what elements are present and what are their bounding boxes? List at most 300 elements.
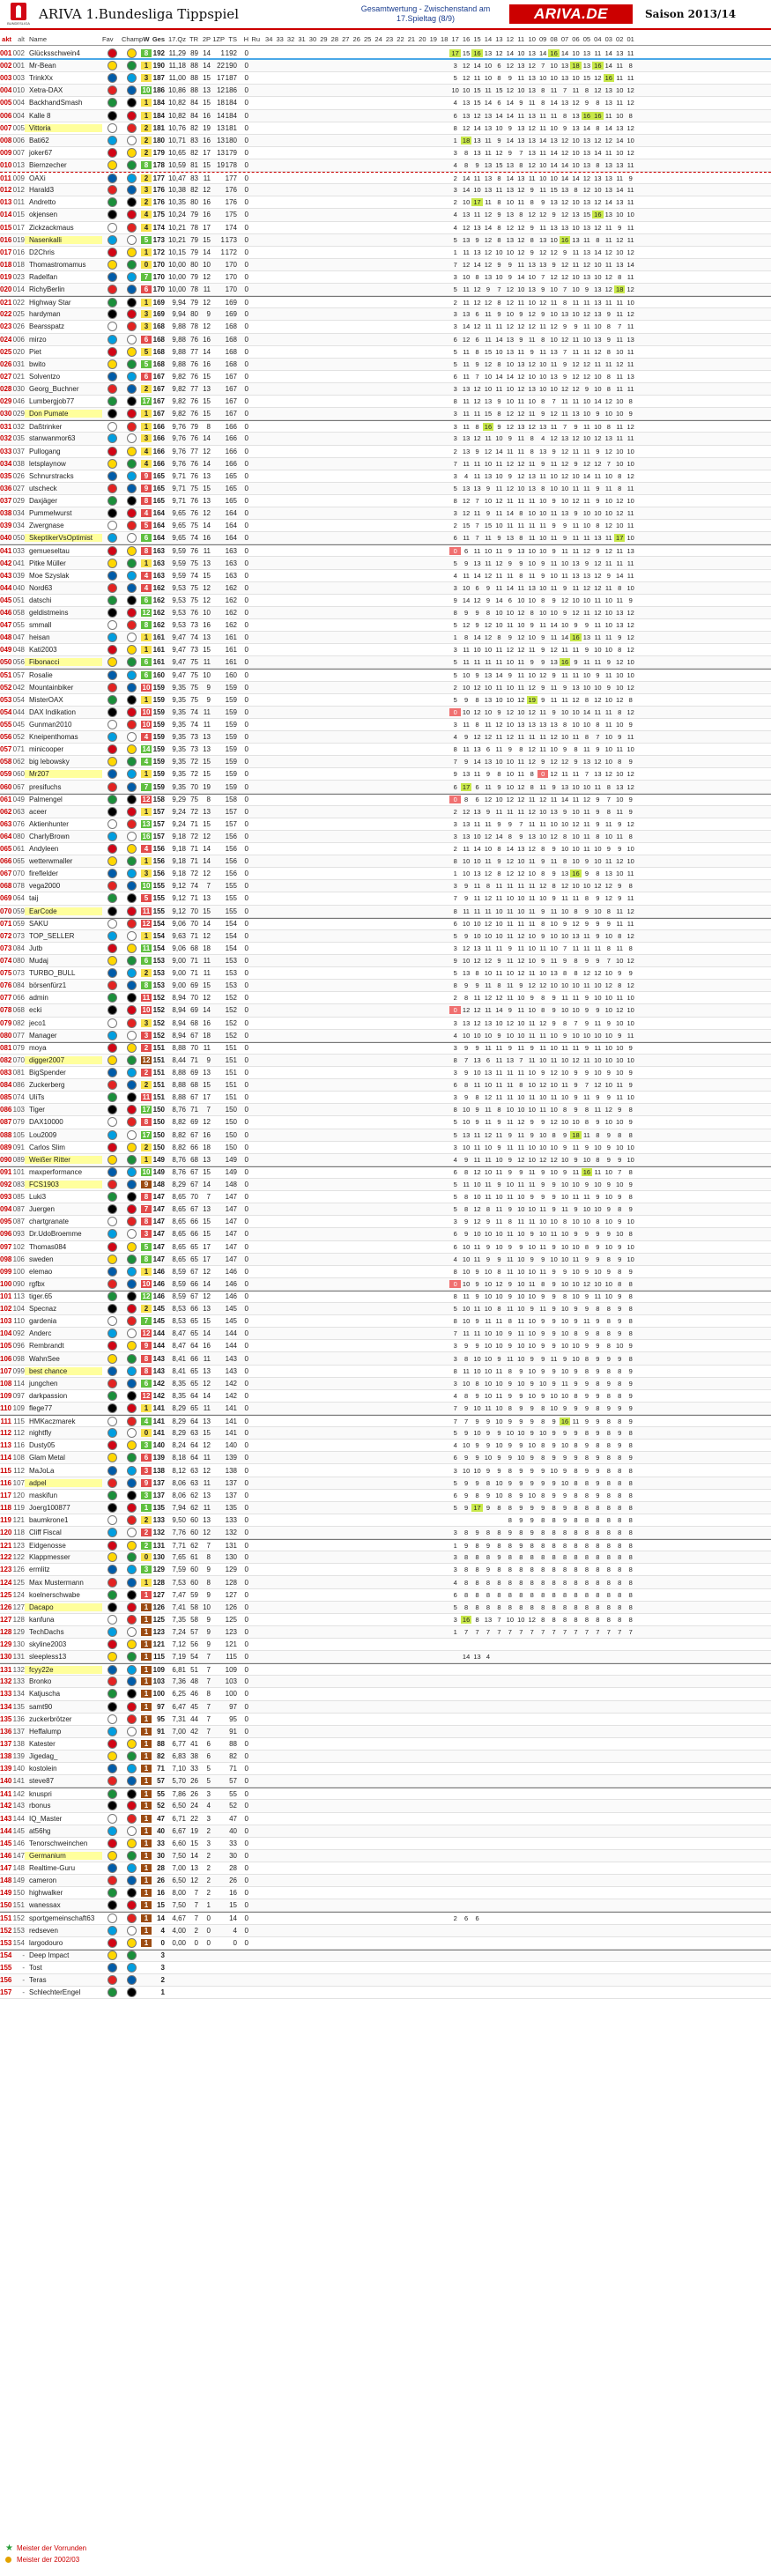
player-name[interactable]: smmall (29, 621, 52, 630)
player-name[interactable]: Mr207 (25, 770, 102, 778)
table-row[interactable] (0, 644, 771, 656)
player-name[interactable]: Jutb (29, 944, 43, 952)
matchday-score (395, 522, 405, 529)
player-name[interactable]: UliTs (29, 1093, 45, 1102)
player-name[interactable]: Radelfan (29, 273, 58, 282)
matchday-score (373, 572, 383, 580)
matchday-score: 11 (506, 807, 514, 816)
tip-sum: 155 (225, 894, 237, 903)
player-name[interactable]: letsplaynow (29, 459, 66, 468)
matchday-score (318, 944, 329, 952)
matchday-score: 9 (541, 683, 545, 692)
table-row[interactable] (0, 656, 771, 669)
player-name[interactable]: Georg_Buchner (29, 385, 79, 393)
table-row[interactable] (0, 943, 771, 955)
table-row[interactable] (0, 843, 771, 855)
matchday-score: 10 (462, 957, 471, 966)
table-row[interactable] (0, 259, 771, 271)
player-name[interactable]: TrinkXx (29, 74, 53, 83)
matchday-score (308, 1106, 318, 1114)
matchday-score: 8 (562, 1018, 567, 1027)
player-name[interactable]: Andretto (29, 198, 56, 207)
table-row[interactable] (0, 222, 771, 234)
table-row[interactable] (0, 682, 771, 694)
matchday-score: 10 (517, 857, 525, 866)
table-row[interactable] (0, 532, 771, 544)
table-row[interactable] (0, 744, 771, 756)
player-name[interactable]: D2Chris (29, 248, 55, 256)
table-row[interactable] (0, 544, 771, 557)
player-name[interactable]: Manager (29, 1031, 57, 1040)
table-row[interactable] (0, 271, 771, 284)
table-row[interactable] (0, 396, 771, 408)
player-name[interactable]: Kalle 8 (29, 111, 51, 120)
player-name[interactable]: BackhandSmash (29, 99, 83, 107)
player-name[interactable]: bwito (29, 359, 46, 368)
player-name[interactable]: big lebowsky (29, 758, 70, 766)
player-name[interactable]: Vittoria (25, 124, 102, 132)
matchday-score: 9 (541, 1193, 545, 1202)
table-row[interactable] (0, 781, 771, 793)
player-name[interactable]: Piet (29, 347, 41, 356)
table-row[interactable] (0, 135, 771, 147)
table-row[interactable] (0, 669, 771, 681)
table-row[interactable] (0, 234, 771, 247)
player-name[interactable]: Weißer Ritter (25, 1156, 102, 1164)
table-row[interactable] (0, 632, 771, 644)
total-points: 162 (152, 621, 165, 630)
player-name[interactable]: Biernzecher (29, 161, 67, 170)
matchday-score: 10 (572, 1031, 580, 1040)
table-row[interactable] (0, 1129, 771, 1142)
player-name[interactable]: Pummelwurst (29, 509, 72, 518)
matchday-score (395, 721, 405, 729)
matchday-score: 9 (541, 633, 545, 642)
total-points: 152 (152, 1031, 165, 1040)
matchday-score: 9 (584, 285, 589, 294)
table-row[interactable] (0, 48, 771, 60)
table-row[interactable] (0, 296, 771, 308)
matchday-score: 12 (495, 496, 503, 505)
table-row[interactable] (0, 495, 771, 507)
player-name[interactable]: admin (29, 994, 48, 1003)
table-row[interactable] (0, 607, 771, 619)
player-name[interactable]: Kneipenthomas (29, 733, 78, 742)
team-crest-icon (107, 1192, 117, 1202)
matchday-score: 8 (628, 695, 633, 704)
table-row[interactable] (0, 694, 771, 707)
table-row[interactable] (0, 570, 771, 582)
matchday-score (439, 733, 449, 741)
table-row[interactable] (0, 383, 771, 396)
player-name[interactable]: Palmengel (29, 796, 63, 804)
table-row[interactable] (0, 420, 771, 433)
player-name[interactable]: Mudaj (29, 957, 48, 966)
player-name[interactable]: Don Pumate (25, 410, 102, 418)
table-row[interactable] (0, 147, 771, 159)
table-row[interactable] (0, 1030, 771, 1042)
matchday-score (417, 224, 427, 232)
player-name[interactable]: CharlyBrown (29, 832, 70, 840)
player-name[interactable]: wetterwmaller (29, 857, 73, 866)
player-name[interactable]: digger2007 (25, 1056, 102, 1064)
player-name[interactable]: Fibonacci (25, 658, 102, 666)
table-row[interactable] (0, 346, 771, 359)
player-name[interactable]: Andyleen (29, 845, 59, 854)
table-row[interactable] (0, 446, 771, 458)
spieltag-header: 34 (265, 35, 273, 43)
matchday-score: 11 (506, 621, 514, 630)
matchday-score: 13 (528, 720, 536, 729)
table-row[interactable] (0, 458, 771, 470)
matchday-score: 15 (495, 86, 503, 95)
matchday-score (439, 870, 449, 877)
matchday-score: 11 (572, 994, 580, 1003)
player-name[interactable]: aceer (29, 807, 48, 816)
team-crest-icon (127, 1130, 137, 1140)
table-row[interactable] (0, 806, 771, 818)
matchday-score: 8 (530, 608, 534, 617)
table-row[interactable] (0, 582, 771, 595)
table-row[interactable] (0, 196, 771, 209)
matchday-score (362, 1032, 373, 1040)
two-point-tips: 16 (203, 136, 211, 144)
table-row[interactable] (0, 906, 771, 918)
player-name[interactable]: moya (29, 1044, 47, 1053)
matchday-score: 12 (473, 1018, 481, 1027)
matchday-scores (263, 783, 636, 791)
matchday-score (308, 310, 318, 318)
player-name[interactable]: Schnurstracks (29, 471, 74, 480)
matchday-score: 8 (606, 944, 611, 952)
table-row[interactable] (0, 731, 771, 744)
player-name[interactable]: FCS1903 (25, 1181, 102, 1188)
player-name[interactable]: Lumbergjob77 (29, 397, 75, 406)
table-row[interactable] (0, 930, 771, 943)
table-row[interactable] (0, 595, 771, 607)
table-row[interactable] (0, 831, 771, 843)
player-name[interactable]: heisan (29, 633, 50, 642)
player-name[interactable]: gemueseltau (29, 546, 70, 555)
rank-previous: 101 (12, 1168, 25, 1177)
matchday-score (362, 1118, 373, 1126)
matchday-score (384, 882, 395, 890)
player-name[interactable]: SkeptikerVsOptimist (25, 534, 102, 542)
matchday-score (439, 236, 449, 244)
matchday-score (439, 322, 449, 330)
matchday-score (352, 708, 362, 716)
player-name[interactable]: Pitke Müller (29, 559, 66, 567)
matchday-score (318, 112, 329, 120)
table-row[interactable] (0, 719, 771, 731)
table-row[interactable] (0, 72, 771, 85)
matchday-score: 9 (584, 907, 589, 915)
h-value: 0 (244, 186, 248, 195)
player-name[interactable]: fireflelder (29, 870, 58, 878)
matchday-score: 11 (485, 148, 492, 157)
player-name[interactable]: Xetra-DAX (29, 86, 63, 95)
player-name[interactable]: Nasenkalli (25, 236, 102, 244)
player-name[interactable]: Zwergnase (29, 522, 64, 530)
player-name[interactable]: Carlos Slim (29, 1143, 65, 1151)
matchday-score (417, 920, 427, 928)
table-row[interactable] (0, 172, 771, 184)
table-row[interactable] (0, 184, 771, 196)
total-points: 152 (152, 1018, 165, 1027)
table-row[interactable] (0, 1203, 771, 1216)
matchday-score (330, 336, 340, 344)
matchday-score: 9 (464, 1093, 469, 1102)
matchday-score: 11 (517, 1143, 525, 1151)
table-row[interactable] (0, 1079, 771, 1092)
champion-tip-cell (122, 546, 141, 556)
player-name[interactable]: EarCode (25, 907, 102, 915)
matchday-score (274, 74, 285, 82)
table-row[interactable] (0, 209, 771, 221)
table-row[interactable] (0, 433, 771, 445)
matchday-score (330, 534, 340, 542)
quote: 9,88 (172, 335, 186, 344)
matchday-score: 11 (572, 944, 580, 952)
table-row[interactable] (0, 1166, 771, 1179)
matchday-score (352, 236, 362, 244)
player-name[interactable]: börsenfürz1 (29, 981, 67, 990)
matchday-score (352, 733, 362, 741)
table-row[interactable] (0, 619, 771, 632)
table-row[interactable] (0, 1142, 771, 1154)
matchday-score (318, 696, 329, 704)
player-name[interactable]: vega2000 (29, 882, 61, 891)
table-row[interactable] (0, 880, 771, 892)
player-name[interactable]: DAX10000 (29, 1118, 63, 1127)
table-row[interactable] (0, 967, 771, 980)
player-name[interactable]: Lou2009 (29, 1130, 57, 1139)
matchday-score (439, 1006, 449, 1014)
table-row[interactable] (0, 159, 771, 172)
player-name[interactable]: hardyman (29, 310, 61, 319)
player-name[interactable]: TURBO_BULL (29, 969, 76, 978)
player-name[interactable]: Nord63 (29, 583, 53, 592)
player-name[interactable]: Tiger (29, 1106, 45, 1114)
player-name[interactable]: Zickzackmaus (29, 223, 74, 232)
player-name[interactable]: TOP_SELLER (29, 931, 75, 940)
player-name[interactable]: mirzo (29, 335, 47, 344)
table-row[interactable] (0, 334, 771, 346)
player-name[interactable]: RichyBerlin (29, 285, 65, 294)
table-row[interactable] (0, 1042, 771, 1055)
matchday-score: 11 (583, 1093, 590, 1102)
matchday-score (384, 944, 395, 952)
table-row[interactable] (0, 794, 771, 806)
matchday-score (285, 994, 296, 1002)
matchday-score (330, 99, 340, 107)
table-row[interactable] (0, 1092, 771, 1104)
player-name[interactable]: BigSpender (29, 1069, 66, 1077)
table-row[interactable] (0, 483, 771, 495)
matchday-score: 10 (517, 1193, 525, 1202)
h-value: 0 (244, 260, 248, 269)
matchday-score: 9 (530, 248, 534, 256)
table-row[interactable] (0, 557, 771, 569)
player-name[interactable]: Daßtrinker (29, 422, 63, 431)
matchday-score: 10 (572, 1118, 580, 1127)
matchday-score (428, 721, 439, 729)
player-name[interactable]: utscheck (29, 484, 57, 492)
table-row[interactable] (0, 1116, 771, 1129)
matchday-score (395, 820, 405, 828)
table-row[interactable] (0, 707, 771, 719)
table-row[interactable] (0, 284, 771, 296)
player-name[interactable]: OAXi (29, 174, 46, 182)
matchday-score: 9 (562, 322, 567, 331)
player-name[interactable]: Pullogang (29, 447, 61, 455)
player-name[interactable]: Zuckerberg (29, 1081, 65, 1090)
player-name[interactable]: Aktienhunter (29, 819, 69, 828)
player-name[interactable]: Highway Star (29, 298, 71, 307)
player-name[interactable]: jeco1 (29, 1018, 47, 1027)
player-name[interactable]: maxperformance (29, 1168, 83, 1177)
matchday-score (406, 621, 417, 629)
table-row[interactable] (0, 980, 771, 992)
matchday-score: 9 (596, 931, 600, 940)
player-name[interactable]: Daxjäger (29, 496, 58, 505)
team-crest-icon (107, 123, 117, 133)
matchday-score (308, 981, 318, 989)
table-row[interactable] (0, 992, 771, 1004)
player-name[interactable]: Solventzo (29, 372, 61, 381)
player-name[interactable]: presifuchs (29, 782, 62, 791)
table-row[interactable] (0, 97, 771, 109)
table-row[interactable] (0, 520, 771, 532)
player-name[interactable]: okjensen (29, 211, 58, 219)
table-row[interactable] (0, 110, 771, 122)
table-row[interactable] (0, 1191, 771, 1203)
matchday-score (308, 448, 318, 455)
player-name[interactable]: chartgranate (29, 1218, 69, 1226)
table-row[interactable] (0, 122, 771, 135)
matchday-score (373, 1156, 383, 1164)
table-row[interactable] (0, 1004, 771, 1017)
player-name[interactable]: Bati62 (29, 136, 49, 144)
table-row[interactable] (0, 918, 771, 930)
table-row[interactable] (0, 756, 771, 768)
player-name[interactable]: MisterOAX (29, 695, 63, 704)
matchday-score: 10 (506, 770, 515, 779)
two-point-tips: 12 (203, 832, 211, 840)
matchday-score: 9 (486, 596, 491, 604)
player-name[interactable]: ecki (29, 1006, 42, 1015)
matchday-score: 3 (453, 1143, 457, 1151)
favorite-team-cell (102, 819, 122, 829)
player-name[interactable]: taij (29, 894, 39, 903)
table-row[interactable] (0, 1216, 771, 1228)
matchday-score (362, 1181, 373, 1188)
matchday-score: 11 (495, 546, 503, 555)
player-name[interactable]: Thomastromamus (29, 260, 86, 269)
matchday-score: 10 (462, 273, 471, 282)
player-name[interactable]: joker67 (29, 148, 53, 157)
table-row[interactable] (0, 955, 771, 967)
player-name[interactable]: Luki3 (29, 1193, 47, 1202)
table-row[interactable] (0, 1154, 771, 1166)
matchday-score (417, 1218, 427, 1225)
matchday-score: 10 (594, 981, 602, 990)
matchday-score (308, 584, 318, 592)
table-row[interactable] (0, 1179, 771, 1191)
table-row[interactable] (0, 60, 771, 72)
table-row[interactable] (0, 321, 771, 333)
table-row[interactable] (0, 818, 771, 831)
table-row[interactable] (0, 892, 771, 905)
matchday-score: 10 (560, 484, 569, 492)
player-name[interactable]: Gunman2010 (29, 720, 72, 729)
table-row[interactable] (0, 408, 771, 420)
matchday-score: 14 (495, 372, 503, 381)
table-row[interactable] (0, 768, 771, 781)
matchday-score: 13 (517, 845, 525, 854)
player-name[interactable]: minicooper (29, 745, 64, 754)
table-row[interactable] (0, 359, 771, 371)
rank-previous: 084 (12, 981, 25, 990)
table-row[interactable] (0, 868, 771, 880)
tip-sum: 162 (225, 608, 237, 617)
player-name[interactable]: stanwanmor63 (29, 434, 76, 443)
table-row[interactable] (0, 1018, 771, 1030)
player-name[interactable]: Mountainbiker (29, 683, 74, 692)
player-name[interactable]: SAKU (29, 920, 48, 929)
matchday-score (406, 870, 417, 877)
ariva-logo[interactable]: ARIVA.DE (509, 4, 633, 24)
table-row[interactable] (0, 1067, 771, 1079)
player-name[interactable]: Kati2003 (29, 646, 57, 655)
table-row[interactable] (0, 247, 771, 259)
two-point-tips: 15 (203, 1168, 211, 1177)
matchday-score (373, 1118, 383, 1126)
table-row[interactable] (0, 308, 771, 321)
matchday-score: 9 (464, 894, 469, 903)
matchday-score (340, 1106, 351, 1114)
matchday-score: 14 (560, 48, 569, 57)
player-name[interactable]: Moe Szyslak (29, 571, 70, 580)
player-name[interactable]: Rosalie (29, 671, 53, 680)
matchday-score: 12 (484, 796, 493, 804)
player-name[interactable]: Mr-Bean (29, 62, 56, 70)
table-row[interactable] (0, 507, 771, 520)
rank-change: 7 (141, 273, 152, 281)
table-row[interactable] (0, 371, 771, 383)
player-name[interactable]: Harald3 (29, 186, 55, 195)
quote: 9,35 (172, 745, 186, 754)
matchday-scores (263, 485, 636, 492)
table-row[interactable] (0, 85, 771, 97)
player-name[interactable]: geldistmeins (29, 608, 69, 617)
matchday-score: 10 (616, 870, 624, 878)
table-row[interactable] (0, 1055, 771, 1067)
matchday-score (417, 373, 427, 381)
matchday-score: 11 (583, 608, 590, 617)
player-name[interactable]: Juergen (29, 1205, 55, 1214)
matchday-score (285, 74, 296, 82)
player-name[interactable]: datschi (29, 596, 52, 604)
player-name[interactable]: Glücksschwein4 (29, 48, 80, 57)
table-row[interactable] (0, 1104, 771, 1116)
table-row[interactable] (0, 470, 771, 483)
favorite-team-cell (102, 298, 122, 307)
player-name[interactable]: DAX Indikation (29, 707, 76, 716)
tip-sum: 153 (225, 981, 237, 990)
table-row[interactable] (0, 855, 771, 868)
player-name[interactable]: Bearsspatz (29, 322, 65, 331)
